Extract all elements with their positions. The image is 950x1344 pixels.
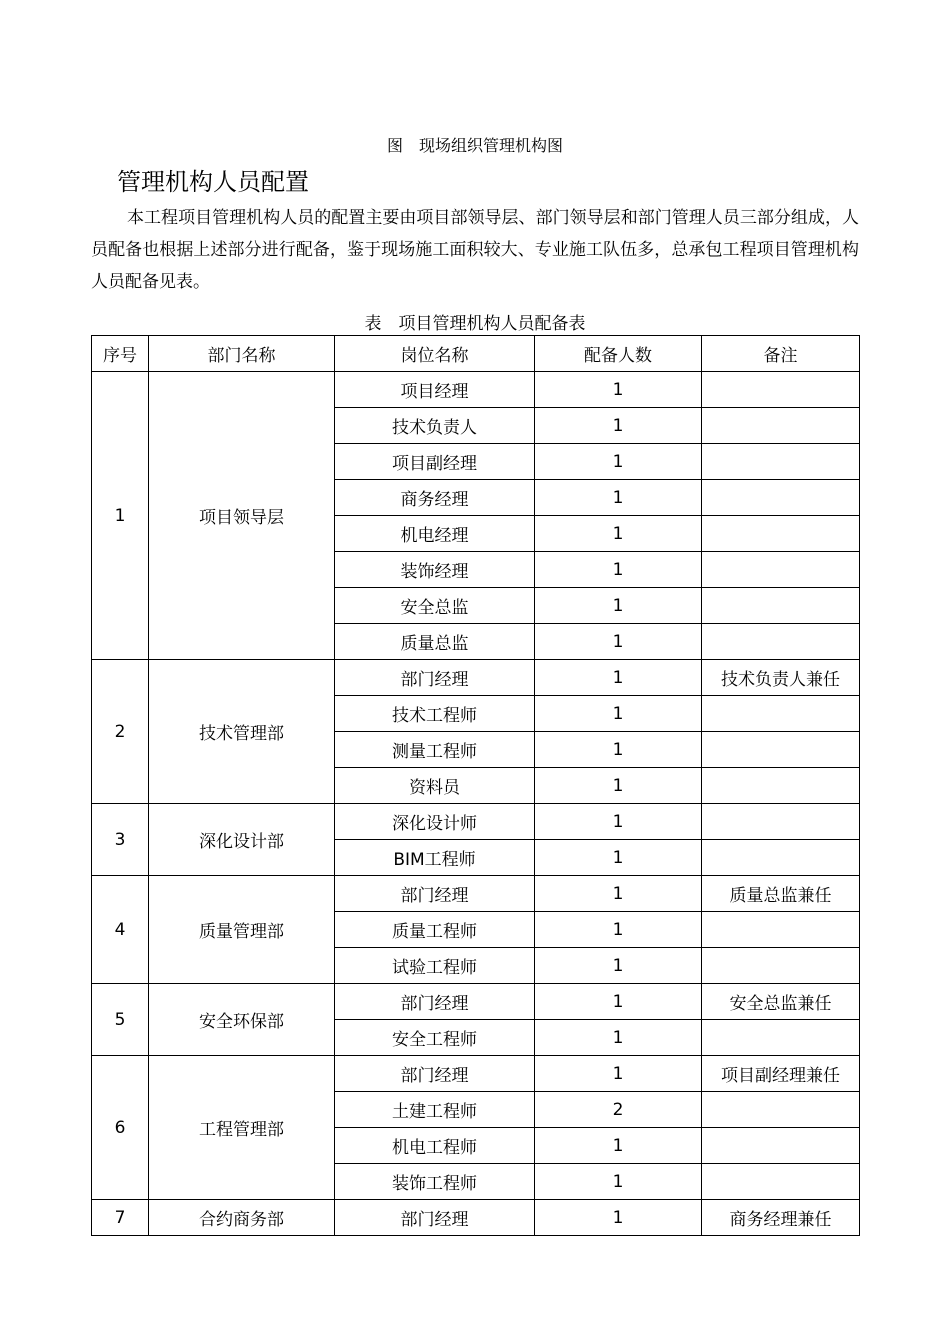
cell-note [702, 588, 860, 624]
cell-no: 3 [92, 804, 149, 876]
cell-note: 质量总监兼任 [702, 876, 860, 912]
cell-count: 1 [535, 624, 702, 660]
cell-post: 项目副经理 [335, 444, 535, 480]
cell-post: 资料员 [335, 768, 535, 804]
cell-post: 部门经理 [335, 1056, 535, 1092]
cell-count: 1 [535, 984, 702, 1020]
cell-post: 装饰经理 [335, 552, 535, 588]
cell-count: 1 [535, 480, 702, 516]
cell-post: 测量工程师 [335, 732, 535, 768]
cell-no: 2 [92, 660, 149, 804]
table-row [92, 804, 860, 840]
cell-count: 1 [535, 1128, 702, 1164]
cell-post: 安全工程师 [335, 1020, 535, 1056]
header-dept: 部门名称 [149, 336, 335, 372]
cell-count: 1 [535, 696, 702, 732]
cell-post: 项目经理 [335, 372, 535, 408]
cell-count: 1 [535, 912, 702, 948]
cell-dept: 工程管理部 [149, 1056, 335, 1200]
cell-count: 1 [535, 804, 702, 840]
cell-note [702, 1164, 860, 1200]
cell-post: 试验工程师 [335, 948, 535, 984]
cell-count: 1 [535, 588, 702, 624]
cell-post: 部门经理 [335, 1200, 535, 1236]
cell-note [702, 948, 860, 984]
cell-note: 商务经理兼任 [702, 1200, 860, 1236]
cell-note [702, 768, 860, 804]
cell-count: 1 [535, 1164, 702, 1200]
cell-post: 深化设计师 [335, 804, 535, 840]
cell-post: 部门经理 [335, 660, 535, 696]
cell-note [702, 840, 860, 876]
cell-count: 1 [535, 1020, 702, 1056]
cell-dept: 项目领导层 [149, 372, 335, 660]
cell-count: 1 [535, 516, 702, 552]
cell-dept: 安全环保部 [149, 984, 335, 1056]
cell-count: 1 [535, 372, 702, 408]
cell-dept: 技术管理部 [149, 660, 335, 804]
cell-post: 机电经理 [335, 516, 535, 552]
table-row [92, 372, 860, 408]
cell-note [702, 696, 860, 732]
cell-note [702, 804, 860, 840]
cell-post: 质量工程师 [335, 912, 535, 948]
cell-no: 6 [92, 1056, 149, 1200]
cell-note [702, 372, 860, 408]
table-row [92, 876, 860, 912]
cell-note [702, 912, 860, 948]
header-post: 岗位名称 [335, 336, 535, 372]
cell-count: 1 [535, 660, 702, 696]
cell-no: 1 [92, 372, 149, 660]
cell-count: 1 [535, 408, 702, 444]
table-row [92, 984, 860, 1020]
header-note: 备注 [702, 336, 860, 372]
cell-note [702, 408, 860, 444]
table-row [92, 660, 860, 696]
cell-note: 安全总监兼任 [702, 984, 860, 1020]
cell-note [702, 444, 860, 480]
header-count: 配备人数 [535, 336, 702, 372]
cell-note [702, 1128, 860, 1164]
cell-note [702, 1020, 860, 1056]
cell-dept: 深化设计部 [149, 804, 335, 876]
table-caption: 表 项目管理机构人员配备表 [364, 314, 586, 334]
cell-count: 1 [535, 876, 702, 912]
cell-count: 1 [535, 1056, 702, 1092]
cell-note [702, 1092, 860, 1128]
cell-post: 机电工程师 [335, 1128, 535, 1164]
table-row [92, 1056, 860, 1092]
cell-post: 土建工程师 [335, 1092, 535, 1128]
cell-note: 项目副经理兼任 [702, 1056, 860, 1092]
cell-count: 1 [535, 552, 702, 588]
table-row [92, 1200, 860, 1236]
cell-post: 部门经理 [335, 876, 535, 912]
section-heading: 管理机构人员配置 [117, 168, 309, 196]
cell-no: 7 [92, 1200, 149, 1236]
cell-dept: 质量管理部 [149, 876, 335, 984]
header-no: 序号 [92, 336, 149, 372]
cell-no: 4 [92, 876, 149, 984]
cell-count: 1 [535, 732, 702, 768]
cell-count: 1 [535, 840, 702, 876]
cell-post: 质量总监 [335, 624, 535, 660]
cell-post: 商务经理 [335, 480, 535, 516]
cell-post: 安全总监 [335, 588, 535, 624]
cell-post: 部门经理 [335, 984, 535, 1020]
cell-count: 1 [535, 444, 702, 480]
cell-note: 技术负责人兼任 [702, 660, 860, 696]
table-body [92, 372, 860, 1236]
cell-note [702, 552, 860, 588]
cell-post: 技术负责人 [335, 408, 535, 444]
staffing-table [91, 335, 860, 1236]
cell-count: 1 [535, 768, 702, 804]
body-paragraph: 本工程项目管理机构人员的配置主要由项目部领导层、部门领导层和部门管理人员三部分组成，人员配备也根据上述部分进行配备，鉴于现场施工面积较大、专业施工队伍多，总承包工程项目管理机构人员配备见表。 [91, 208, 859, 292]
cell-count: 2 [535, 1092, 702, 1128]
cell-note [702, 732, 860, 768]
cell-dept: 合约商务部 [149, 1200, 335, 1236]
cell-count: 1 [535, 1200, 702, 1236]
cell-post: 装饰工程师 [335, 1164, 535, 1200]
cell-note [702, 624, 860, 660]
cell-note [702, 480, 860, 516]
cell-count: 1 [535, 948, 702, 984]
cell-note [702, 516, 860, 552]
cell-no: 5 [92, 984, 149, 1056]
cell-post: 技术工程师 [335, 696, 535, 732]
figure-caption: 图 现场组织管理机构图 [386, 136, 563, 155]
table-header-row [92, 336, 860, 372]
cell-post: BIM工程师 [335, 840, 535, 876]
